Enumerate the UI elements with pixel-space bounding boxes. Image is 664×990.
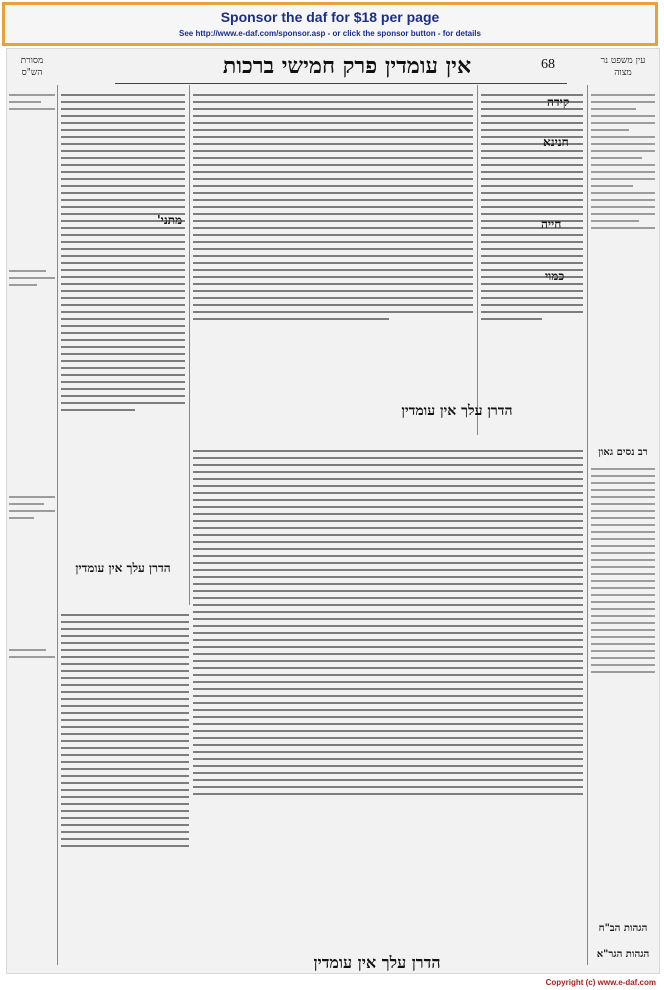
page-number: 68 — [541, 57, 555, 72]
hagahot-habach-heading: הגהות הב"ח — [598, 923, 648, 934]
title-rule — [115, 83, 567, 84]
dibur-hamatchil-1: קידה — [547, 95, 570, 109]
sponsor-banner[interactable] — [2, 2, 658, 46]
ein-mishpat-label: עין משפט נר מצוה — [600, 56, 646, 78]
rabbi-nissim-gaon-text — [591, 463, 655, 793]
dibur-hamatchil-3: חייה — [541, 217, 562, 231]
sponsor-subtitle: See http://www.e-daf.com/sponsor.asp - or click the sponsor button - for details — [179, 29, 481, 38]
divider-inner-right — [477, 85, 478, 435]
chapter-end-heading-left: הדרן עלך אין עומדין — [75, 561, 171, 575]
copyright-notice: Copyright (c) www.e-daf.com — [545, 978, 656, 987]
tosafot-column — [61, 89, 185, 609]
gemara-column — [193, 89, 473, 429]
gemara-lower-left-column — [61, 609, 189, 949]
chapter-end-heading-main: הדרן עלך אין עומדין — [401, 403, 513, 419]
dibur-hamatchil-2: חנינא — [543, 135, 569, 149]
page-title: אין עומדין פרק חמישי ברכות — [222, 53, 472, 79]
rabbi-nissim-gaon-heading: רב נסים גאון — [598, 447, 648, 458]
mishnah-marker: מתני' — [157, 213, 183, 227]
chapter-end-heading-bottom: הדרן עלך אין עומדין — [313, 953, 441, 972]
divider-right — [587, 85, 588, 965]
sponsor-title: Sponsor the daf for $18 per page — [220, 9, 440, 25]
talmud-page — [6, 48, 660, 974]
divider-inner-left — [189, 85, 190, 605]
left-margin-column — [9, 89, 55, 969]
dibur-hamatchil-4: כמוי — [545, 269, 565, 283]
divider-left — [57, 85, 58, 965]
gemara-lower-column — [193, 445, 583, 945]
masoret-hashas-label: מסורת הש"ס — [20, 56, 44, 78]
hagahot-hagra-heading: הגהות הגר"א — [596, 949, 650, 960]
